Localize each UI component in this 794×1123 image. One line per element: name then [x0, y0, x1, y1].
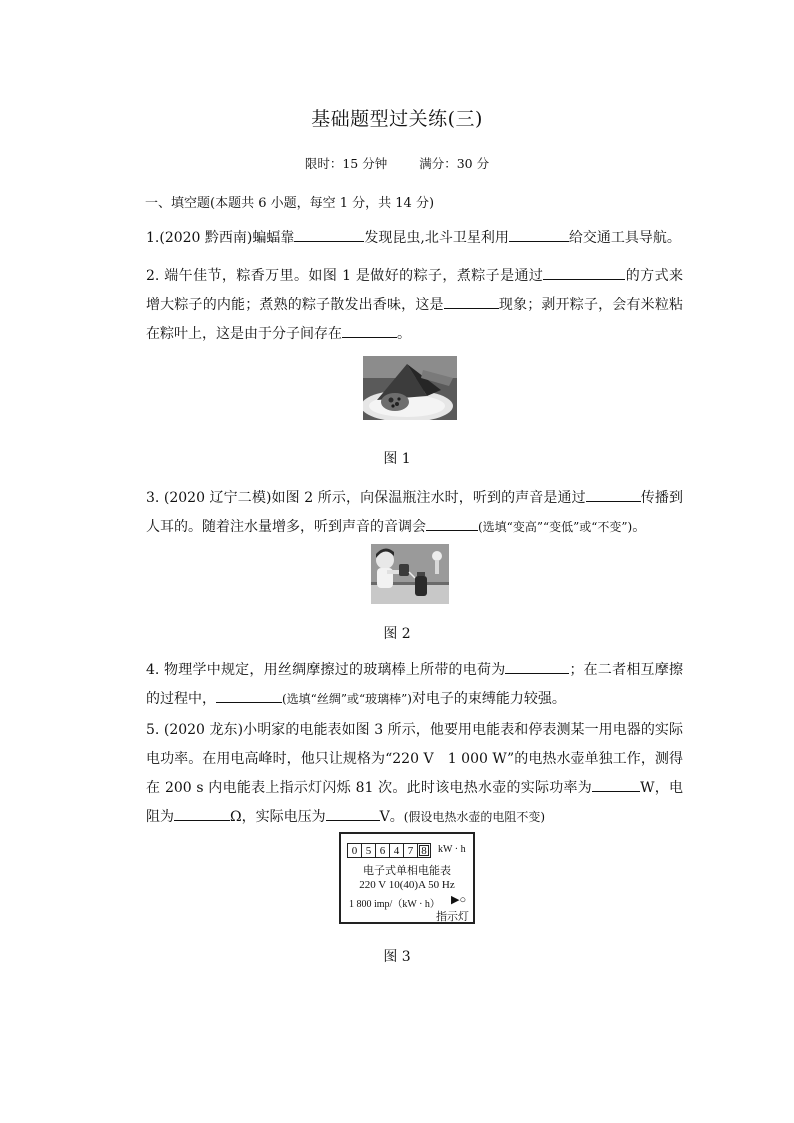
- answer-blank[interactable]: [586, 487, 641, 502]
- answer-blank[interactable]: [216, 688, 282, 703]
- q2-number: 2.: [146, 268, 165, 284]
- question-4: 4. 物理学中规定，用丝绸摩擦过的玻璃棒上所带的电荷为 ；在二者相互摩擦的过程中， (选填“丝绸”或“玻璃棒”)对电子的束缚能力较强。: [117, 656, 683, 714]
- indicator-lamp-label: 指示灯: [436, 911, 469, 923]
- answer-blank[interactable]: [509, 227, 569, 242]
- meter-digit: 0: [347, 843, 361, 858]
- question-5: 5. (2020 龙东)小明家的电能表如图 3 所示，他要用电能表和停表测某一用电器的实际电功率。在用电高峰时，他只让规格为“220 V 1 000 W”的电热水壶单独工作，测得在 200 s 内电能表上指示灯闪烁 81 次。此时该电热水壶的实际功率为 W，电阻为 Ω，实际电压为 V。(假设电热水壶的电阻不变): [146, 722, 683, 825]
- answer-blank[interactable]: [426, 516, 478, 531]
- full-score: 满分：30 分: [419, 156, 490, 171]
- figure-1-zongzi-photo: [363, 356, 457, 420]
- q3-number: 3. (2020 辽宁二模): [146, 490, 272, 506]
- time-limit: 限时：15 分钟: [304, 156, 388, 171]
- meter-digit: 6: [375, 843, 389, 858]
- answer-blank[interactable]: [294, 227, 364, 242]
- q5-number: 5. (2020 龙东): [146, 722, 244, 738]
- q1-number: 1.(2020 黔西南): [146, 230, 253, 246]
- meter-digits: [347, 843, 431, 858]
- answer-blank[interactable]: [174, 806, 230, 821]
- q4-number: 4.: [146, 662, 165, 678]
- time-score-line: [0, 154, 794, 172]
- meter-unit: kW · h: [438, 844, 466, 855]
- meter-name: 电子式单相电能表: [363, 865, 451, 877]
- answer-blank[interactable]: [326, 806, 380, 821]
- section-heading: 一、填空题(本题共 6 小题，每空 1 分，共 14 分): [145, 196, 435, 211]
- question-2: 2. 端午佳节，粽香万里。如图 1 是做好的粽子，煮粽子是通过 的方式来增大粽子的内能；煮熟的粽子散发出香味，这是 现象；剥开粽子，会有米粒粘在粽叶上，这是由于分子间存在 。: [117, 262, 683, 349]
- page-title: 基础题型过关练(三): [311, 108, 483, 130]
- meter-imp-constant: 1 800 imp/（kW · h）: [349, 899, 440, 910]
- figure-2-pouring-water-cartoon: [371, 544, 449, 604]
- answer-blank[interactable]: [342, 323, 397, 338]
- answer-blank[interactable]: [444, 294, 499, 309]
- meter-rating: 220 V 10(40)A 50 Hz: [359, 879, 455, 891]
- answer-blank[interactable]: [543, 265, 625, 280]
- figure-3-energy-meter: [339, 832, 475, 924]
- question-1: 1.(2020 黔西南)蝙蝠靠 发现昆虫,北斗卫星利用 给交通工具导航。: [117, 224, 683, 253]
- figure-2-caption: 图 2: [383, 626, 411, 642]
- figure-1-caption: 图 1: [383, 451, 411, 467]
- answer-blank[interactable]: [505, 659, 569, 674]
- meter-digit: 4: [389, 843, 403, 858]
- meter-digit: 7: [403, 843, 417, 858]
- question-3: 3. (2020 辽宁二模)如图 2 所示，向保温瓶注水时，听到的声音是通过 传播到人耳的。随着注水量增多，听到声音的音调会 (选填“变高”“变低”或“不变”)。: [117, 484, 683, 542]
- meter-digit-decimal: 8: [417, 843, 431, 858]
- indicator-lamp-icon: ▶○: [451, 894, 467, 906]
- answer-blank[interactable]: [592, 777, 640, 792]
- meter-digit: 5: [361, 843, 375, 858]
- figure-3-caption: 图 3: [383, 949, 411, 965]
